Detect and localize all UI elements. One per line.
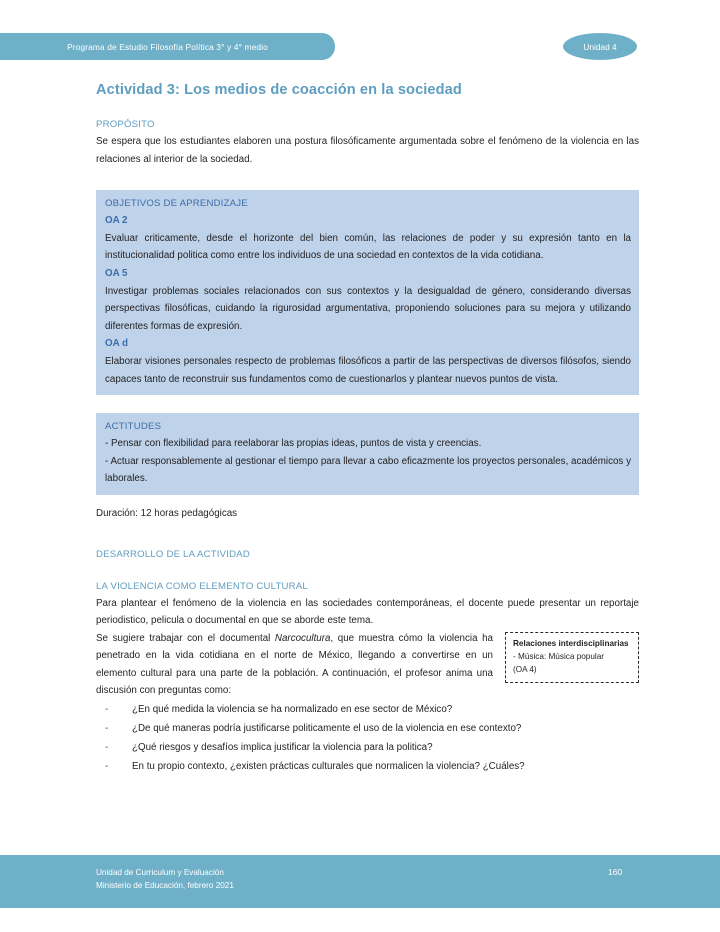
objetivos-heading: OBJETIVOS DE APRENDIZAJE [105, 198, 248, 210]
question-item [96, 738, 639, 757]
footer-line-2: Ministerio de Educación, febrero 2021 [96, 880, 234, 890]
objetivo-item [105, 265, 631, 335]
objetivo-text: Evaluar criticamente, desde el horizonte del bien común, las relaciones de poder y su expresión tanto en la institucionalidad politica como entre los individuos de una sociedad en contextos de la vida cotidiana. [105, 232, 631, 262]
page-title: Actividad 3: Los medios de coacción en la sociedad [96, 82, 462, 98]
objetivo-code: OA d [105, 338, 129, 350]
objetivo-code: OA 5 [105, 267, 128, 279]
program-header-band [0, 33, 335, 60]
question-text: ¿Qué riesgos y desafíos implica justificar la violencia para la politica? [132, 742, 433, 754]
program-header-label: Programa de Estudio Filosofía Política 3° y 4° medio [67, 41, 268, 52]
side-note-line: (OA 4) [513, 664, 537, 674]
actitud-item: - Pensar con flexibilidad para reelaborar las propias ideas, puntos de vista y creencias. [105, 438, 482, 450]
footer-organization [96, 867, 234, 892]
question-text: En tu propio contexto, ¿existen prácticas culturales que normalicen la violencia? ¿Cuáles? [132, 761, 525, 773]
objetivo-text: Investigar problemas sociales relacionados con sus contextos y la desigualdad de género, considerando diversas perspectivas filosóficas, cuidando la rigurosidad argumentativa, proponiendo soluciones para su mejora y utilizando diferentes formas de expresión. [105, 285, 631, 332]
objetivos-box [96, 190, 639, 395]
dash-bullet-icon: - [105, 742, 109, 754]
question-item [96, 719, 639, 738]
question-item [96, 700, 639, 719]
dash-bullet-icon: - [105, 704, 109, 716]
side-note-title: Relaciones interdisciplinarias [513, 638, 629, 648]
paragraph-2-lead: Se sugiere trabajar con el documental [96, 632, 275, 644]
actitudes-box [96, 413, 639, 495]
question-text: ¿En qué medida la violencia se ha normalizado en ese sector de México? [132, 704, 453, 716]
side-note-line: - Música: Música popular [513, 652, 605, 662]
desarrollo-paragraph-1: Para plantear el fenómeno de la violencia en las sociedades contemporáneas, el docente puede presentar un reportaje periodistico, pelicula o documental en que se aborde este tema. [96, 597, 639, 627]
desarrollo-heading: DESARROLLO DE LA ACTIVIDAD [96, 548, 250, 560]
paragraph-2-rest: , que muestra cómo la violencia ha penetrado en la vida cotidiana en el norte de México, llegando a convertirse en un elemento cultural para una parte de la población. A continuación, el profesor anima una discusión con preguntas como: [96, 632, 494, 697]
proposito-label: PROPÓSITO [96, 119, 155, 130]
duracion-text: Duración: 12 horas pedagógicas [96, 507, 238, 519]
actitud-item: - Actuar responsablemente al gestionar el tiempo para llevar a cabo eficazmente los proyectos personales, académicos y laborales. [105, 455, 631, 485]
desarrollo-subheading: LA VIOLENCIA COMO ELEMENTO CULTURAL [96, 580, 308, 592]
desarrollo-flow [96, 630, 639, 700]
dash-bullet-icon: - [105, 723, 109, 735]
actitudes-heading: ACTITUDES [105, 421, 162, 433]
side-note-box [505, 632, 639, 684]
question-text: ¿De qué maneras podría justificarse politicamente el uso de la violencia en ese contexto? [132, 723, 522, 735]
proposito-text: Se espera que los estudiantes elaboren una postura filosóficamente argumentada sobre el fenómeno de la violencia en las relaciones al interior de la sociedad. [96, 136, 639, 165]
page-number: 160 [608, 867, 623, 877]
proposito-section [96, 119, 639, 168]
footer-line-1: Unidad de Curriculum y Evaluación [96, 868, 224, 877]
objetivo-text: Elaborar visiones personales respecto de problemas filosóficos a partir de las perspectivas de diversos filósofos, siendo capaces tanto de reconstruir sus fundamentos como de cuestionarlos y plantear nuevos puntos de vista. [105, 355, 631, 385]
unit-badge [563, 33, 637, 60]
objetivo-code: OA 2 [105, 215, 128, 227]
documentary-title: Narcocultura [274, 632, 331, 644]
dash-bullet-icon: - [105, 761, 109, 773]
unit-badge-label: Unidad 4 [583, 41, 617, 52]
objetivo-item [105, 335, 631, 388]
question-item [96, 757, 639, 776]
objetivo-item [105, 212, 631, 265]
page-content [96, 82, 639, 776]
questions-list [96, 700, 639, 776]
